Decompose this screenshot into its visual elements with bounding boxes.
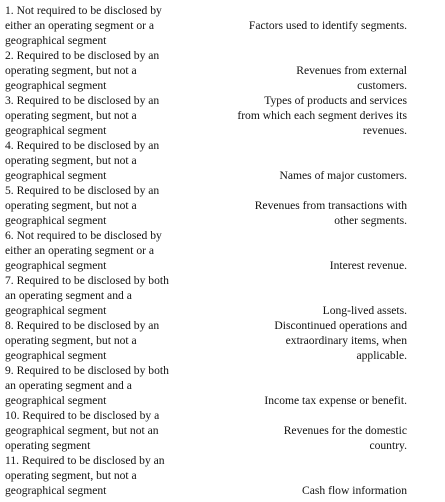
option-text: 7. Required to be disclosed by both an operating segment and a geographical segment xyxy=(5,274,169,317)
list-row xyxy=(0,228,445,273)
list-row xyxy=(0,93,445,138)
list-row xyxy=(0,3,445,48)
disclosure-item: Types of products and services from which each segment derives its revenues. xyxy=(237,94,407,137)
disclosure-item: Names of major customers. xyxy=(279,169,407,182)
disclosure-item: Cash flow information xyxy=(302,484,407,497)
option-text: 2. Required to be disclosed by an operating segment, but not a geographical segment xyxy=(5,49,160,92)
option-text: 1. Not required to be disclosed by either an operating segment or a geographical segment xyxy=(5,4,162,47)
option-text: 10. Required to be disclosed by a geographical segment, but not an operating segment xyxy=(5,409,160,452)
option-text: 4. Required to be disclosed by an operating segment, but not a geographical segment xyxy=(5,139,160,182)
disclosure-item: Long-lived assets. xyxy=(322,304,407,317)
option-text: 11. Required to be disclosed by an operating segment, but not a geographical segment xyxy=(5,454,165,497)
option-text: 9. Required to be disclosed by both an operating segment and a geographical segment xyxy=(5,364,169,407)
option-text: 5. Required to be disclosed by an operating segment, but not a geographical segment xyxy=(5,184,160,227)
disclosure-item: Income tax expense or benefit. xyxy=(264,394,407,407)
disclosure-item: Interest revenue. xyxy=(329,259,407,272)
matching-list xyxy=(0,3,445,498)
list-row xyxy=(0,318,445,363)
disclosure-item: Revenues from transactions with other segments. xyxy=(254,199,407,227)
list-row xyxy=(0,138,445,183)
list-row xyxy=(0,183,445,228)
disclosure-item: Discontinued operations and extraordinary items, when applicable. xyxy=(274,319,407,362)
disclosure-item: Factors used to identify segments. xyxy=(248,19,407,32)
list-row xyxy=(0,408,445,453)
list-row xyxy=(0,273,445,318)
list-row xyxy=(0,453,445,498)
disclosure-item: Revenues for the domestic country. xyxy=(283,424,407,452)
disclosure-item: Revenues from external customers. xyxy=(296,64,407,92)
list-row xyxy=(0,363,445,408)
option-text: 3. Required to be disclosed by an operating segment, but not a geographical segment xyxy=(5,94,160,137)
option-text: 6. Not required to be disclosed by either an operating segment or a geographical segment xyxy=(5,229,162,272)
option-text: 8. Required to be disclosed by an operating segment, but not a geographical segment xyxy=(5,319,160,362)
list-row xyxy=(0,48,445,93)
